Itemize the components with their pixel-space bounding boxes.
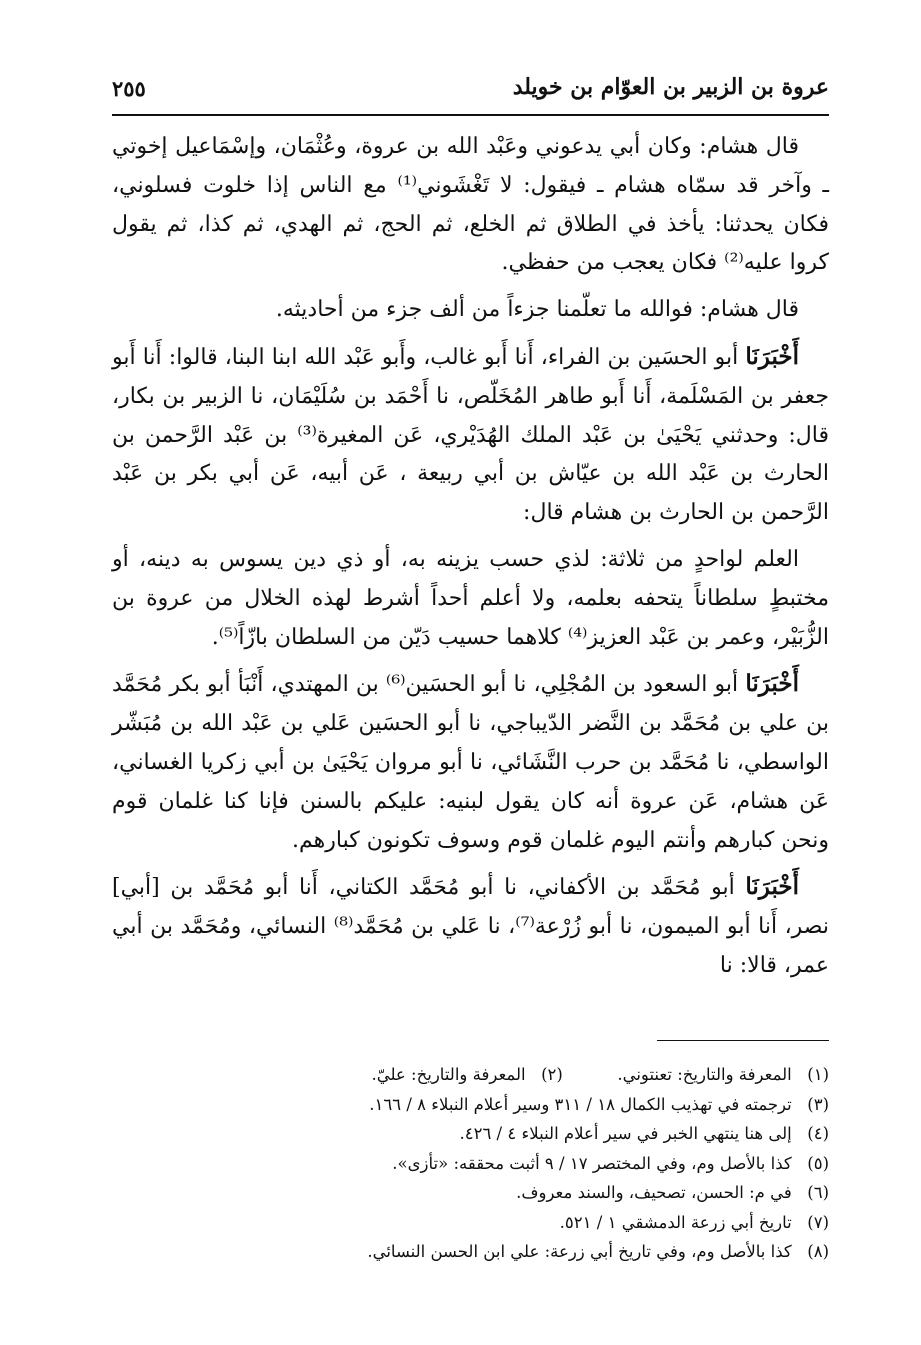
footnotes — [112, 1060, 829, 1267]
paragraph-text: أبو الحسَين بن الفراء، أَنا أَبو غالب، وأَبو عَبْد الله ابنا البنا، قالوا: أَنا أَبو جعفر بن المَسْلَمة، أَنا أَبو طاهر المُخَلّص، نا أَحْمَد بن سُلَيْمَان، نا الزبير بن بكار، قال: وحدثني يَحْيَىٰ بن عَبْد الملك الهُدَيْري، عَن المغيرة⁽³⁾ بن عَبْد الرَّحمن بن الحارث بن عَبْد الله بن عيّاش بن أبي ربيعة ، عَن أبيه، عَن أبي بكر بن عَبْد الرَّحمن بن الحارث بن هشام قال: — [112, 344, 830, 526]
footnote-text: ترجمته في تهذيب الكمال ١٨ / ٣١١ وسير أعلام النبلاء ٨ / ١٦٦. — [369, 1094, 792, 1114]
footnote-divider — [657, 1040, 829, 1041]
footnote — [112, 1208, 829, 1238]
footnote — [112, 1090, 829, 1120]
footnote-number: (٥) — [807, 1153, 829, 1173]
footnote — [112, 1149, 829, 1179]
paragraph — [112, 541, 829, 657]
footnote-text: كذا بالأصل وم، وفي تاريخ أبي زرعة: علي ابن الحسن النسائي. — [367, 1242, 792, 1261]
main-text — [112, 128, 829, 986]
footnote-number: (٧) — [807, 1212, 829, 1232]
isnad-lead-word: أَخْبَرَنَا — [745, 670, 799, 698]
footnote — [112, 1178, 829, 1208]
isnad-lead-word: أَخْبَرَنَا — [745, 342, 799, 370]
paragraph-text: أبو السعود بن المُجْلِي، نا أبو الحسَين⁽⁶⁾ بن المهتدي، أَنْبَأ أبو بكر مُحَمَّد بن علي بن مُحَمَّد بن النَّضر الدّيباجي، نا أبو الحسَين عَلي بن عَبْد الله بن مُبَشّر الواسطي، نا مُحَمَّد بن حرب النَّشَائي، نا أبو مروان يَحْيَىٰ بن أبي زكريا الغساني، عَن هشام، عَن عروة أنه كان يقول لبنيه: عليكم بالسنن فإنا كنا غلمان قوم ونحن كبارهم وأنتم اليوم غلمان قوم وسوف تكونون كبارهم. — [112, 672, 829, 853]
footnote-number: (١) — [807, 1065, 829, 1084]
footnote — [112, 1060, 829, 1090]
footnote-text: المعرفة والتاريخ: تعنتوني. — [617, 1065, 792, 1084]
running-header — [112, 66, 829, 116]
footnote-text: المعرفة والتاريخ: عليّ. — [371, 1065, 526, 1084]
paragraph-text: أبو مُحَمَّد بن الأكفاني، نا أبو مُحَمَّد الكتاني، أَنا أبو مُحَمَّد بن [أبي] نصر، أَنا أبو الميمون، نا أبو زُرْعة⁽⁷⁾، نا عَلي بن مُحَمَّد⁽⁸⁾ النسائي، ومُحَمَّد بن أبي عمر، قالا: نا — [112, 875, 830, 978]
paragraph — [112, 291, 829, 330]
paragraph — [112, 665, 829, 860]
paragraph — [112, 338, 829, 533]
footnote — [112, 1119, 829, 1149]
footnote-text: كذا بالأصل وم، وفي المختصر ١٧ / ٩ أثبت محققه: «تأزى». — [392, 1153, 792, 1173]
footnote-text: في م: الحسن، تصحيف، والسند معروف. — [516, 1183, 792, 1202]
running-title: عروة بن الزبير بن العوّام بن خويلد — [512, 74, 829, 100]
footnote-number: (٢) — [541, 1065, 563, 1084]
footnote-number: (٣) — [807, 1094, 829, 1114]
footnote-number: (٦) — [807, 1183, 829, 1202]
paragraph — [112, 128, 829, 283]
footnote — [112, 1237, 829, 1267]
footnote-number: (٤) — [807, 1124, 829, 1143]
footnote-number: (٨) — [807, 1242, 829, 1261]
paragraph-text: العلم لواحدٍ من ثلاثة: لذي حسب يزينه به، أو ذي دين يسوس به دينه، أو مختبطٍ سلطاناً يتحفه بعلمه، ولا أعلم أحداً أشرط لهذه الخلال من عروة بن الزُّبَيْر، وعمر بن عَبْد العزيز⁽⁴⁾ كلاهما حسيب دَيّن من السلطان بازّاً⁽⁵⁾. — [112, 546, 829, 650]
footnote-text: إلى هنا ينتهي الخبر في سير أعلام النبلاء ٤ / ٤٢٦. — [459, 1124, 792, 1143]
paragraph-text: قال هشام: وكان أبي يدعوني وعَبْد الله بن عروة، وعُثْمَان، وإسْمَاعيل إخوتي ـ وآخر قد سمّاه هشام ـ فيقول: لا تَغْشَوني⁽¹⁾ مع الناس إذا خلوت فسلوني، فكان يحدثنا: يأخذ في الطلاق ثم الخلع، ثم الحج، ثم الهدي، ثم كذا، ثم يقول كروا عليه⁽²⁾ فكان يعجب من حفظي. — [112, 134, 829, 276]
paragraph-text: قال هشام: فوالله ما تعلّمنا جزءاً من ألف جزء من أحاديثه. — [275, 297, 799, 323]
paragraph — [112, 868, 829, 985]
page-number: ٢٥٥ — [112, 76, 146, 101]
isnad-lead-word: أَخْبَرَنَا — [745, 873, 799, 901]
footnote-text: تاريخ أبي زرعة الدمشقي ١ / ٥٢١. — [559, 1212, 792, 1232]
